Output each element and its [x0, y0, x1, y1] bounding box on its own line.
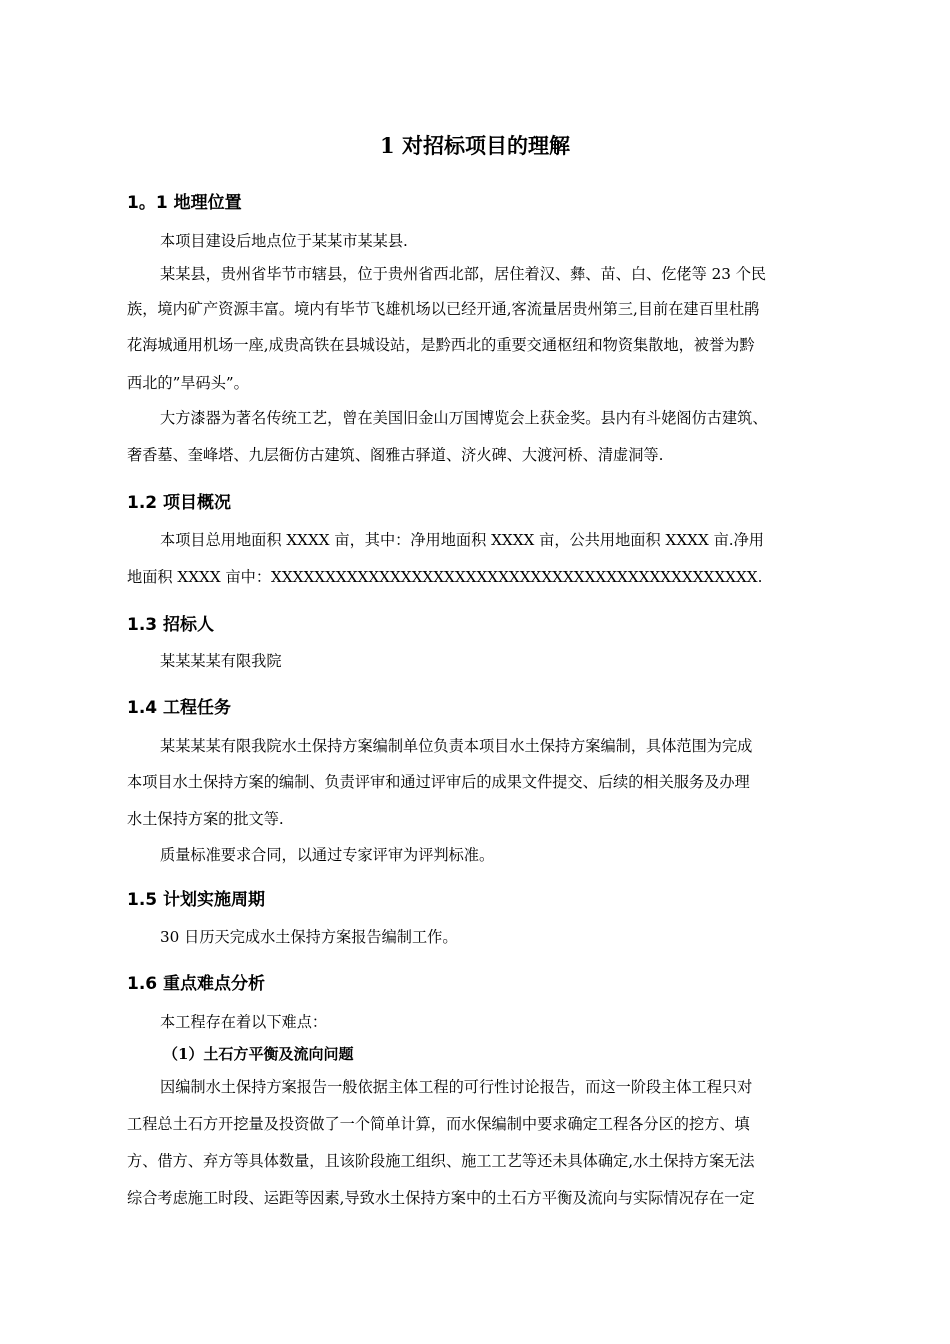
paragraph-line: 族，境内矿产资源丰富。境内有毕节飞雄机场以已经开通,客流量居贵州第三,目前在建百里杜鹃 [127, 300, 760, 318]
paragraph-line: 地面积 XXXX 亩中：XXXXXXXXXXXXXXXXXXXXXXXXXXXXXXXXXXXXXXXXXXXXX. [127, 568, 763, 586]
section-heading-tenderer: 1.3 招标人 [127, 615, 215, 635]
paragraph-line: 本工程存在着以下难点： [160, 1013, 328, 1031]
paragraph-line: 大方漆器为著名传统工艺，曾在美国旧金山万国博览会上获金奖。县内有斗姥阁仿古建筑、 [160, 409, 768, 427]
subsection-heading: （1）土石方平衡及流向问题 [163, 1045, 354, 1063]
section-heading-schedule: 1.5 计划实施周期 [127, 890, 266, 910]
paragraph-line: 本项目总用地面积 XXXX 亩，其中：净用地面积 XXXX 亩，公共用地面积 XXXX 亩.净用 [160, 531, 764, 549]
paragraph-line: 本项目建设后地点位于某某市某某县. [160, 232, 408, 250]
paragraph-line: 水土保持方案的批文等. [127, 810, 284, 828]
paragraph-line: 因编制水土保持方案报告一般依据主体工程的可行性讨论报告，而这一阶段主体工程只对 [160, 1078, 753, 1096]
paragraph-line: 本项目水土保持方案的编制、负责评审和通过评审后的成果文件提交、后续的相关服务及办理 [127, 773, 750, 791]
paragraph-line: 质量标准要求合同，以通过专家评审为评判标准。 [160, 846, 495, 864]
paragraph-line: 奢香墓、奎峰塔、九层衙仿古建筑、阁雅古驿道、济火碑、大渡河桥、清虚洞等. [127, 446, 664, 464]
paragraph-line: 30 日历天完成水土保持方案报告编制工作。 [160, 928, 458, 946]
paragraph-line: 工程总土石方开挖量及投资做了一个简单计算，而水保编制中要求确定工程各分区的挖方、填 [127, 1115, 750, 1133]
paragraph-line: 方、借方、弃方等具体数量，且该阶段施工组织、施工工艺等还未具体确定,水土保持方案无法 [127, 1152, 755, 1170]
page-title: 1 对招标项目的理解 [380, 133, 570, 158]
section-heading-location: 1。1 地理位置 [127, 193, 242, 213]
paragraph-line: 某某某某有限我院 [160, 652, 282, 670]
paragraph-line: 西北的”旱码头”。 [127, 374, 249, 392]
paragraph-line: 某某某某有限我院水土保持方案编制单位负责本项目水土保持方案编制，具体范围为完成 [160, 737, 753, 755]
paragraph-line: 综合考虑施工时段、运距等因素,导致水土保持方案中的土石方平衡及流向与实际情况存在一定 [127, 1189, 755, 1207]
paragraph-line: 花海城通用机场一座,成贵高铁在县城设站，是黔西北的重要交通枢纽和物资集散地，被誉为黔 [127, 336, 755, 354]
section-heading-difficulties: 1.6 重点难点分析 [127, 974, 266, 994]
paragraph-line: 某某县，贵州省毕节市辖县，位于贵州省西北部，居住着汉、彝、苗、白、仡佬等 23 个民 [160, 265, 767, 283]
section-heading-overview: 1.2 项目概况 [127, 493, 232, 513]
section-heading-tasks: 1.4 工程任务 [127, 698, 232, 718]
